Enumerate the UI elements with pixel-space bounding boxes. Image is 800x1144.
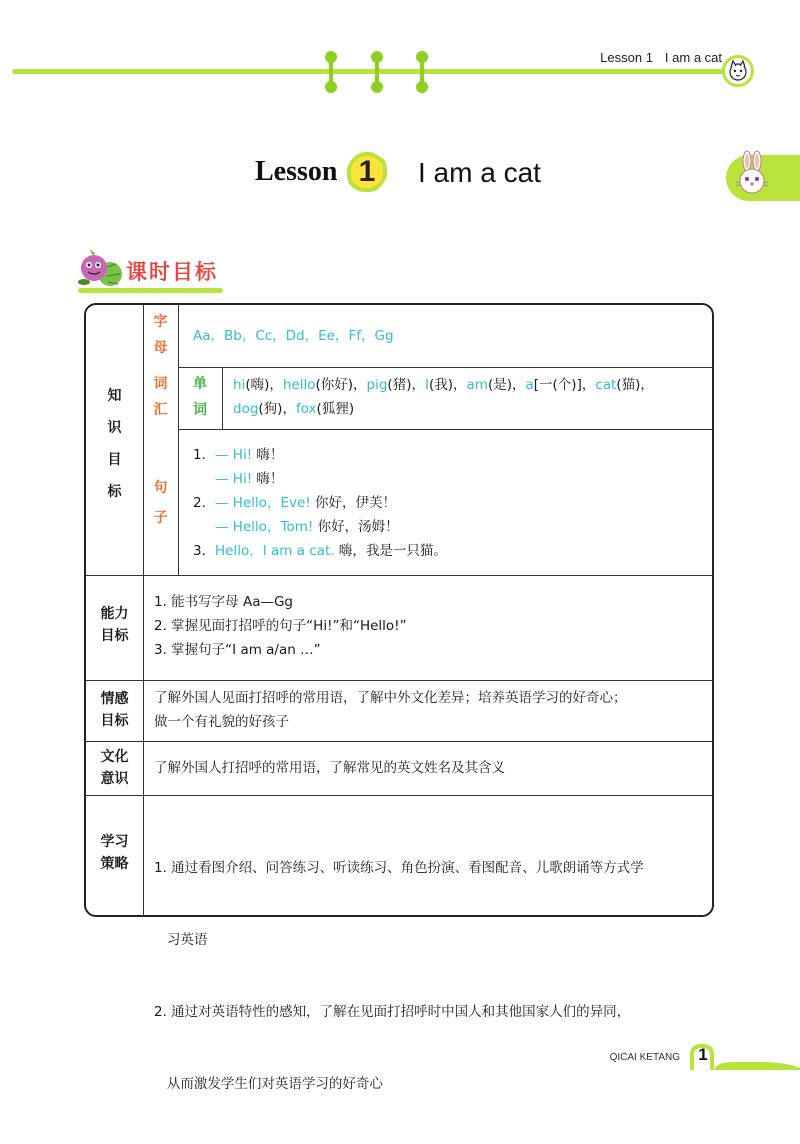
table-divider bbox=[86, 575, 714, 576]
ability-goals-label: 能力 目标 bbox=[100, 606, 129, 644]
mascot-icon bbox=[74, 244, 124, 288]
header-lesson-title: I am a cat bbox=[664, 50, 722, 65]
letters-label: 字 母 bbox=[153, 314, 168, 356]
vocabulary-label: 词 汇 bbox=[153, 376, 168, 418]
binder-pin-icon bbox=[329, 57, 333, 87]
section-title: 课时目标 bbox=[126, 260, 218, 284]
footer-brand: QICAI KETANG bbox=[609, 1052, 680, 1063]
list-item: — Hello，Tom! 你好，汤姆！ bbox=[215, 519, 399, 535]
letters-value: Aa，Bb，Cc，Dd，Ee，Ff，Gg bbox=[193, 328, 394, 344]
rabbit-icon bbox=[732, 151, 772, 197]
list-item: 3. Hello，I am a cat. 嗨，我是一只猫。 bbox=[193, 543, 447, 559]
words-list: hi(嗨)，hello(你好)，pig(猪)，I(我)，am(是)，a[一(个)]，cat(猫)， dog(狗)，fox(狐狸) bbox=[233, 377, 654, 417]
lesson-word: Lesson bbox=[255, 156, 338, 187]
table-divider bbox=[86, 795, 714, 796]
table-divider bbox=[178, 305, 179, 575]
side-tab bbox=[726, 155, 800, 201]
table-divider bbox=[222, 367, 223, 429]
culture-awareness-label: 文化 意识 bbox=[100, 749, 129, 787]
list-item: 3. 掌握句子“I am a/an …” bbox=[154, 642, 321, 658]
list-item: 2. — Hello，Eve! 你好，伊芙！ bbox=[193, 495, 397, 511]
header-lesson-label: Lesson 1 bbox=[600, 50, 653, 65]
knowledge-goals-label: 知 识 目 标 bbox=[107, 388, 122, 500]
cat-face-icon bbox=[722, 55, 754, 87]
learning-strategy-label: 学习 策略 bbox=[100, 834, 129, 872]
table-divider bbox=[86, 680, 714, 681]
binder-pin-icon bbox=[375, 57, 379, 87]
emotion-goals-text: 了解外国人见面打招呼的常用语，了解中外文化差异；培养英语学习的好奇心； 做一个有礼貌的好孩子 bbox=[154, 690, 627, 730]
emotion-goals-label: 情感 目标 bbox=[100, 691, 129, 729]
sentences-list bbox=[193, 443, 447, 563]
table-divider bbox=[178, 429, 714, 430]
list-item: 1. 能书写字母 Aa—Gg bbox=[154, 594, 294, 610]
section-underline bbox=[78, 288, 223, 293]
binder-pin-icon bbox=[420, 57, 424, 87]
table-divider bbox=[178, 367, 714, 368]
culture-awareness-text: 了解外国人打招呼的常用语，了解常见的英文姓名及其含义 bbox=[154, 760, 505, 776]
sentences-label: 句 子 bbox=[153, 480, 168, 526]
page-number: 1 bbox=[698, 1045, 708, 1064]
list-item: 2. 掌握见面打招呼的句子“Hi!”和“Hello!” bbox=[154, 618, 407, 634]
ability-goals-list bbox=[154, 590, 407, 662]
table-divider bbox=[86, 741, 714, 742]
list-item: — Hi! 嗨！ bbox=[215, 471, 284, 487]
lesson-title: I am a cat bbox=[418, 157, 541, 188]
learning-strategy-text: 1. 通过看图介绍、问答练习、听读练习、角色扮演、看图配音、儿歌朗诵等方式学 习英语 2. 通过对英语特性的感知，了解在见面打招呼时中国人和其他国家人们的异同， 从而激发学生们对英语学习的好奇心 bbox=[154, 860, 644, 1092]
running-header bbox=[600, 50, 722, 65]
list-item: 1. — Hi! 嗨！ bbox=[193, 447, 284, 463]
lesson-number: 1 bbox=[358, 155, 376, 188]
words-label: 单 词 bbox=[193, 376, 207, 418]
